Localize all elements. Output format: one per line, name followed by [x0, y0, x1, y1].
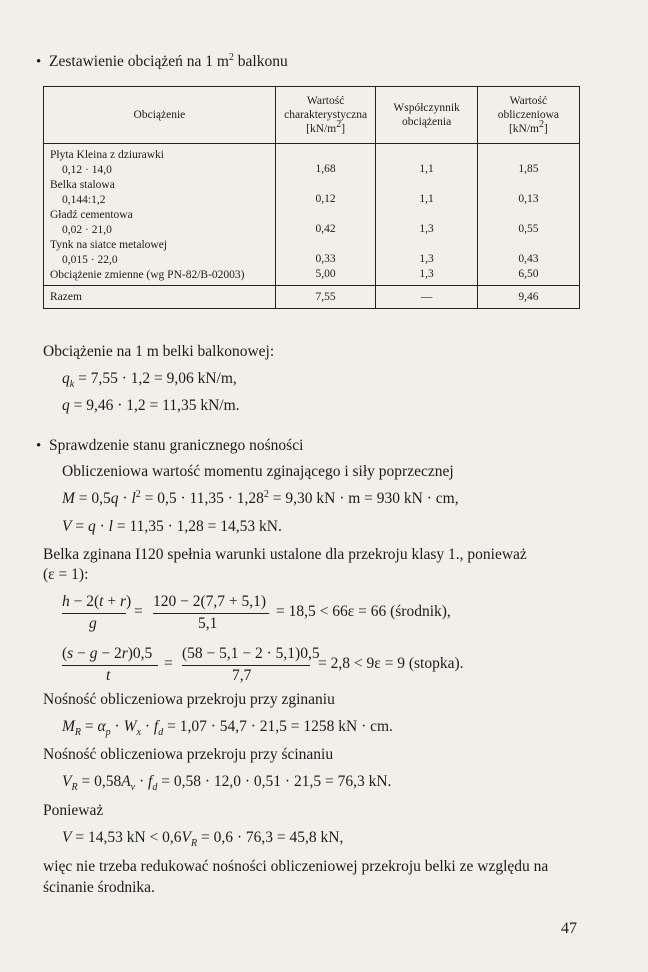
equation-shear-force: V = q · l = 11,35 · 1,28 = 14,53 kN.: [62, 518, 282, 535]
table-row-label: Płyta Kleina z dziurawki: [50, 149, 165, 161]
fraction2-lhs-num: (s − g − 2r)0,5: [62, 645, 153, 662]
header-design-value: Wartość obliczeniowa $[kN/m^2]$: [477, 87, 579, 144]
fraction1-rhs-den: 5,1: [198, 615, 218, 632]
table-row-label: 0,12 · 14,0: [62, 164, 112, 176]
fraction2-lhs-den: t: [106, 667, 111, 684]
factors-cell: 1,1 1,1 1,3 1,3 1,3: [376, 144, 477, 286]
table-sum-row: Razem 7,55 — 9,46: [44, 286, 580, 309]
conclusion-line1: więc nie trzeba redukować nośności obliczeniowej przekroju belki ze względu na: [43, 858, 549, 875]
header-char-value: Wartość charakterystyczna $[kN/m^2]$: [275, 87, 376, 144]
bullet: •: [36, 54, 42, 70]
fraction1-rhs-num: 120 − 2(7,7 + 5,1): [153, 593, 267, 610]
loads-table: [43, 86, 580, 309]
beam-load-intro: Obciążenie na 1 m belki balkonowej:: [43, 343, 275, 360]
table-row-label: 0,02 · 21,0: [62, 224, 112, 236]
fraction2-rhs-bar: [182, 665, 310, 666]
equation-shear-capacity: $V_R = 0,58A_v \cdot f_d = 0,58 \cdot 12,0 \cdot 0,51 \cdot 21,5 = 76,3$ kN.: [62, 773, 392, 794]
load-names-cell: [44, 144, 276, 286]
equation-q: q = 9,46 · 1,2 = 11,35 kN/m.: [62, 397, 240, 414]
fraction1-lhs-num: h − 2(t + r): [62, 593, 132, 610]
section-heading-uls: • Sprawdzenie stanu granicznego nośności: [36, 437, 304, 454]
class-check-line1: Belka zginana I120 spełnia warunki ustalone dla przekroju klasy 1., ponieważ: [43, 546, 527, 563]
shear-label: Nośność obliczeniowa przekroju przy ścinaniu: [43, 746, 334, 763]
table-row-label: 0,144:1,2: [62, 194, 106, 206]
since-label: Ponieważ: [43, 802, 104, 819]
fraction2-lhs-bar: [62, 665, 158, 666]
design-values-cell: 1,85 0,13 0,55 0,43 6,50: [477, 144, 579, 286]
fraction2-result: = 2,8 < 9ε = 9 (stopka).: [318, 655, 464, 672]
equals-sign: =: [134, 603, 143, 620]
conclusion-line2: ścinanie środnika.: [43, 879, 155, 896]
bullet: •: [36, 438, 42, 454]
table-row-label: Gładź cementowa: [50, 209, 133, 221]
fraction1-lhs-den: g: [89, 615, 97, 632]
fraction1-lhs-bar: [62, 613, 126, 614]
class-check-line2: (ε = 1):: [43, 566, 89, 583]
fraction2-rhs-den: 7,7: [232, 667, 252, 684]
table-row-label: 0,015 · 22,0: [62, 254, 118, 266]
i-beam-icon: I: [135, 546, 141, 563]
page-number: 47: [561, 920, 577, 937]
table-row-label: Obciążenie zmienne (wg PN-82/B-02003): [50, 269, 245, 281]
equation-bending-capacity: $M_R = \alpha_p \cdot W_x \cdot f_d = 1,07 \cdot 54,7 \cdot 21,5 = 1258$ kN · cm.: [62, 718, 393, 739]
table-row-label: Tynk na siatce metalowej: [50, 239, 168, 251]
fraction1-result: = 18,5 < 66ε = 66 (środnik),: [276, 603, 451, 620]
section-subtitle: Obliczeniowa wartość momentu zginającego i siły poprzecznej: [62, 463, 454, 480]
equation-comparison: V = 14,53 kN < $0,6V_R = 0,6 \cdot 76,3 = 45,8$ kN,: [62, 829, 344, 850]
header-load: Obciążenie: [44, 87, 276, 144]
fraction2-rhs-num: (58 − 5,1 − 2 · 5,1)0,5: [182, 645, 320, 662]
char-values-cell: 1,68 0,12 0,42 0,33 5,00: [275, 144, 376, 286]
equation-qk: $q_k = 7,55 \cdot 1,2 = 9,06$ kN/m,: [62, 370, 237, 391]
header-factor: Współczynnik obciążenia: [376, 87, 477, 144]
equals-sign: =: [164, 655, 173, 672]
bending-label: Nośność obliczeniowa przekroju przy zginaniu: [43, 691, 335, 708]
fraction1-rhs-bar: [153, 613, 269, 614]
section-heading-loads: • Zestawienie obciążeń na 1 $m^2$ balkonu: [36, 51, 288, 70]
table-row-label: Belka stalowa: [50, 179, 115, 191]
equation-moment: $M = 0,5q \cdot l^2 = 0,5 \cdot 11,35 \cdot 1,28^2 = 9,30$ kN · m = 930 kN · cm,: [62, 488, 459, 507]
